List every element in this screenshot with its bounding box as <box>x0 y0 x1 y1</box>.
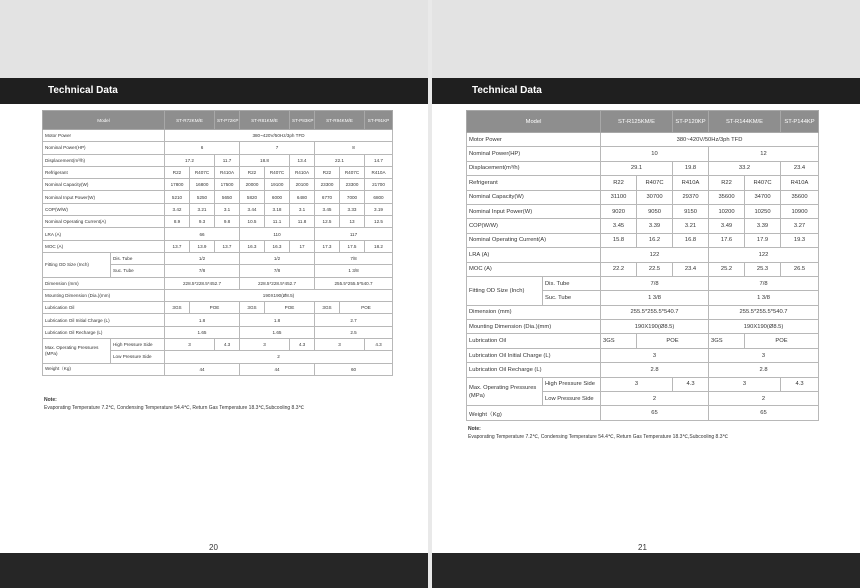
row-label: Nominal Power(HP) <box>43 142 165 154</box>
header-model: Model <box>467 111 601 133</box>
cell: 3.49 <box>709 219 745 233</box>
table-row <box>467 363 819 377</box>
cell: 16800 <box>190 179 215 191</box>
table-row <box>467 233 819 247</box>
cell: 380~420V/50Hz/3ph TFD <box>601 133 819 147</box>
table-row <box>43 142 393 154</box>
table-row <box>43 166 393 178</box>
cell: 11.8 <box>290 216 315 228</box>
sub-label: Dis. Tube <box>543 276 601 290</box>
cell: 17.3 <box>315 240 340 252</box>
cell: 6770 <box>315 191 340 203</box>
row-label: Displacement(m³/h) <box>467 161 601 175</box>
cell: 3 <box>165 339 215 351</box>
header-model: Model <box>43 111 165 130</box>
page-left <box>0 0 428 588</box>
table-row <box>467 147 819 161</box>
table-row <box>43 216 393 228</box>
cell: R407C <box>190 166 215 178</box>
cell: 2.8 <box>601 363 709 377</box>
cell: R407C <box>637 176 673 190</box>
cell: R22 <box>709 176 745 190</box>
note-text: Evaporating Temperature 7.2℃, Condensing Temperature 54.4℃, Return Gas Temperature 18.3℃,Subcooling 8.3℃ <box>44 404 305 411</box>
title-bar <box>432 78 860 104</box>
cell: 3.39 <box>637 219 673 233</box>
cell: R410A <box>215 166 240 178</box>
cell: 380~420V/50Hz/3ph TFD <box>165 130 393 142</box>
cell: 117 <box>315 228 393 240</box>
row-label: Dimension (mm) <box>43 277 165 289</box>
cell: 6480 <box>290 191 315 203</box>
row-label: Motor Power <box>467 133 601 147</box>
table-row <box>467 348 819 362</box>
cell: R22 <box>601 176 637 190</box>
note <box>468 426 728 441</box>
cell: 44 <box>240 363 315 375</box>
cell: 16.3 <box>240 240 265 252</box>
cell: 19.3 <box>781 233 819 247</box>
cell: 17.5 <box>340 240 365 252</box>
row-label: Nominal Operating Current(A) <box>467 233 601 247</box>
table-row <box>43 277 393 289</box>
page-number: 21 <box>638 543 647 552</box>
table-row <box>467 406 819 420</box>
table-row <box>43 252 393 264</box>
row-label: Max. Operating Pressures (MPa) <box>467 377 543 406</box>
table-row <box>467 276 819 290</box>
page-header-band <box>0 0 428 78</box>
cell: 3GS <box>315 302 340 314</box>
cell: 5820 <box>240 191 265 203</box>
table-row <box>43 289 393 301</box>
cell: 3GS <box>601 334 637 348</box>
cell: R407C <box>745 176 781 190</box>
row-label: MOC (A) <box>467 262 601 276</box>
table-row <box>43 339 393 351</box>
cell: 8.9 <box>165 216 190 228</box>
cell: 60 <box>315 363 393 375</box>
cell: 2.8 <box>709 363 819 377</box>
header-model-name: ST-R94KM/E <box>315 111 365 130</box>
table-row <box>43 130 393 142</box>
note-title: Note: <box>44 397 57 403</box>
cell: 25.3 <box>745 262 781 276</box>
cell: 6 <box>165 142 240 154</box>
cell: 3.42 <box>165 203 190 215</box>
cell: 20100 <box>290 179 315 191</box>
row-label: Nominal Capacity(W) <box>467 190 601 204</box>
row-label: Lubrication Oil Recharge (L) <box>43 326 165 338</box>
sub-label: High Pressure Side <box>543 377 601 391</box>
cell: 13.9 <box>190 240 215 252</box>
cell: 65 <box>709 406 819 420</box>
row-label: MOC (A) <box>43 240 165 252</box>
cell: 13.7 <box>215 240 240 252</box>
cell: 22.2 <box>601 262 637 276</box>
table-row <box>467 334 819 348</box>
header-model-name: ST-R81KM/E <box>240 111 290 130</box>
title-bar <box>0 78 428 104</box>
cell: 33.2 <box>709 161 781 175</box>
cell: 1.65 <box>240 326 315 338</box>
row-label: Fitting OD Size (Inch) <box>467 276 543 305</box>
header-model-name: ST-P72KP <box>215 111 240 130</box>
table-row <box>467 133 819 147</box>
page-title: Technical Data <box>472 85 542 96</box>
cell: 2 <box>601 392 709 406</box>
table-row <box>43 203 393 215</box>
cell: 29.1 <box>601 161 673 175</box>
row-label: LRA (A) <box>467 248 601 262</box>
cell: 7 <box>240 142 315 154</box>
cell: 9.3 <box>190 216 215 228</box>
cell: 4.3 <box>215 339 240 351</box>
cell: 16.3 <box>265 240 290 252</box>
cell: 18.8 <box>240 154 290 166</box>
cell: POE <box>745 334 819 348</box>
header-model-name: ST-P144KP <box>781 111 819 133</box>
page-right <box>432 0 860 588</box>
page-header-band <box>432 0 860 78</box>
cell: R410A <box>365 166 393 178</box>
table-row <box>43 314 393 326</box>
cell: 228.5*228.5*452.7 <box>165 277 240 289</box>
cell: 2.5 <box>315 326 393 338</box>
row-label: LRA (A) <box>43 228 165 240</box>
cell: 3 <box>709 377 781 391</box>
cell: 4.3 <box>365 339 393 351</box>
sub-label: Low Pressure Side <box>543 392 601 406</box>
cell: 35600 <box>709 190 745 204</box>
page-footer-band <box>432 553 860 588</box>
cell: 3.1 <box>215 203 240 215</box>
row-label: Nominal Operating Current(A) <box>43 216 165 228</box>
cell: 3.1 <box>290 203 315 215</box>
cell: 19.8 <box>673 161 709 175</box>
cell: 5210 <box>165 191 190 203</box>
cell: 3.39 <box>745 219 781 233</box>
table-row <box>43 302 393 314</box>
cell: 22.1 <box>315 154 365 166</box>
cell: 3GS <box>240 302 265 314</box>
page-footer-band <box>0 553 428 588</box>
table-header-row <box>467 111 819 133</box>
cell: 7/8 <box>315 252 393 264</box>
cell: 17800 <box>165 179 190 191</box>
table-row <box>43 228 393 240</box>
cell: 9150 <box>673 204 709 218</box>
cell: 5250 <box>190 191 215 203</box>
cell: R410A <box>673 176 709 190</box>
row-label: Weight（Kg) <box>467 406 601 420</box>
cell: 22.5 <box>637 262 673 276</box>
row-label: Displacement(m³/h) <box>43 154 165 166</box>
row-label: Lubrication Oil Initial Charge (L) <box>467 348 601 362</box>
row-label: Mounting Dimension (Dia.)(mm) <box>43 289 165 301</box>
row-label: Lubrication Oil <box>467 334 601 348</box>
sub-label: Dis. Tube <box>111 252 165 264</box>
cell: 3GS <box>165 302 190 314</box>
cell: 16.8 <box>673 233 709 247</box>
cell: 7/8 <box>165 265 240 277</box>
row-label: Mounting Dimension (Dia.)(mm) <box>467 320 601 334</box>
cell: 34700 <box>745 190 781 204</box>
cell: 10.5 <box>240 216 265 228</box>
cell: 2.7 <box>315 314 393 326</box>
header-model-name: ST-R125KM/E <box>601 111 673 133</box>
cell: 228.5*228.5*452.7 <box>240 277 315 289</box>
cell: R22 <box>165 166 190 178</box>
page-number: 20 <box>209 543 218 552</box>
cell: 11.1 <box>265 216 290 228</box>
sub-label: High Pressure Side <box>111 339 165 351</box>
cell: 18.2 <box>365 240 393 252</box>
cell: 3.21 <box>673 219 709 233</box>
cell: 255.5*255.5*540.7 <box>601 305 709 319</box>
cell: POE <box>190 302 240 314</box>
cell: 12.5 <box>365 216 393 228</box>
cell: 17 <box>290 240 315 252</box>
cell: 3.21 <box>190 203 215 215</box>
table-row <box>467 305 819 319</box>
cell: R22 <box>315 166 340 178</box>
row-label: Lubrication Oil Initial Charge (L) <box>43 314 165 326</box>
cell: 4.3 <box>290 339 315 351</box>
cell: 23.4 <box>673 262 709 276</box>
cell: 10250 <box>745 204 781 218</box>
cell: 3.19 <box>365 203 393 215</box>
cell: 1 3/8 <box>315 265 393 277</box>
cell: 1 3/8 <box>709 291 819 305</box>
cell: 13.4 <box>290 154 315 166</box>
row-label: Max. Operating Pressures (MPa) <box>43 339 111 364</box>
cell: 10900 <box>781 204 819 218</box>
header-model-name: ST-P120KP <box>673 111 709 133</box>
header-model-name: ST-P91KP <box>365 111 393 130</box>
row-label: Nominal Power(HP) <box>467 147 601 161</box>
cell: 7/8 <box>240 265 315 277</box>
cell: 17.2 <box>165 154 215 166</box>
cell: 12.5 <box>315 216 340 228</box>
cell: 110 <box>240 228 315 240</box>
note-title: Note: <box>468 426 481 432</box>
cell: 31100 <box>601 190 637 204</box>
technical-data-table <box>42 110 393 376</box>
cell: POE <box>265 302 315 314</box>
table-row <box>467 176 819 190</box>
cell: 13.7 <box>165 240 190 252</box>
note <box>44 397 304 412</box>
cell: 9020 <box>601 204 637 218</box>
cell: 14.7 <box>365 154 393 166</box>
cell: 3 <box>601 377 673 391</box>
cell: 3.27 <box>781 219 819 233</box>
cell: 21700 <box>365 179 393 191</box>
table-row <box>467 377 819 391</box>
cell: 6000 <box>265 191 290 203</box>
cell: R407C <box>340 166 365 178</box>
cell: 11.7 <box>215 154 240 166</box>
cell: 3.44 <box>240 203 265 215</box>
cell: 44 <box>165 363 240 375</box>
row-label: Lubrication Oil Recharge (L) <box>467 363 601 377</box>
cell: 190X190(Ø8.5) <box>601 320 709 334</box>
cell: 1.8 <box>165 314 240 326</box>
cell: 3 <box>240 339 290 351</box>
cell: 15.8 <box>601 233 637 247</box>
cell: R22 <box>240 166 265 178</box>
cell: 23300 <box>315 179 340 191</box>
cell: 3.45 <box>601 219 637 233</box>
cell: 10200 <box>709 204 745 218</box>
table-row <box>467 320 819 334</box>
cell: 3.45 <box>315 203 340 215</box>
table-row <box>467 161 819 175</box>
cell: 3.18 <box>265 203 290 215</box>
table-row <box>467 219 819 233</box>
header-model-name: ST-P83KP <box>290 111 315 130</box>
sub-label: Suc. Tube <box>543 291 601 305</box>
row-label: Fitting OD Size (Inch) <box>43 252 111 277</box>
cell: 66 <box>165 228 240 240</box>
cell: 255.5*255.5*540.7 <box>315 277 393 289</box>
cell: 8 <box>315 142 393 154</box>
cell: POE <box>340 302 393 314</box>
cell: 190X190(Ø8.5) <box>709 320 819 334</box>
table-row <box>467 204 819 218</box>
cell: 1/2 <box>240 252 315 264</box>
cell: 1 3/8 <box>601 291 709 305</box>
table-row <box>43 154 393 166</box>
cell: 20000 <box>240 179 265 191</box>
cell: 7/8 <box>709 276 819 290</box>
cell: 1/2 <box>165 252 240 264</box>
cell: 5650 <box>215 191 240 203</box>
cell: 19100 <box>265 179 290 191</box>
table-row <box>467 190 819 204</box>
row-label: Nominal Input Power(W) <box>43 191 165 203</box>
row-label: COP(W/W) <box>43 203 165 215</box>
cell: R410A <box>781 176 819 190</box>
cell: 122 <box>709 248 819 262</box>
cell: 23.4 <box>781 161 819 175</box>
table-row <box>43 240 393 252</box>
table-row <box>467 262 819 276</box>
cell: 30700 <box>637 190 673 204</box>
cell: 26.5 <box>781 262 819 276</box>
cell: 4.3 <box>673 377 709 391</box>
table-row <box>43 179 393 191</box>
cell: 17.9 <box>745 233 781 247</box>
header-model-name: ST-R72KM/E <box>165 111 215 130</box>
row-label: Nominal Input Power(W) <box>467 204 601 218</box>
row-label: Lubrication Oil <box>43 302 165 314</box>
cell: 65 <box>601 406 709 420</box>
table-header-row <box>43 111 393 130</box>
cell: 17.6 <box>709 233 745 247</box>
cell: 10 <box>601 147 709 161</box>
row-label: Refrigerant <box>467 176 601 190</box>
cell: 29370 <box>673 190 709 204</box>
cell: 3 <box>315 339 365 351</box>
cell: 1.65 <box>165 326 240 338</box>
cell: 23300 <box>340 179 365 191</box>
cell: 2 <box>165 351 393 363</box>
cell: 12 <box>709 147 819 161</box>
row-label: Nominal Capacity(W) <box>43 179 165 191</box>
cell: 9.8 <box>215 216 240 228</box>
cell: 13 <box>340 216 365 228</box>
row-label: Dimension (mm) <box>467 305 601 319</box>
table-row <box>43 363 393 375</box>
cell: R410A <box>290 166 315 178</box>
table-row <box>43 326 393 338</box>
cell: 2 <box>709 392 819 406</box>
cell: 25.2 <box>709 262 745 276</box>
row-label: Refrigerant <box>43 166 165 178</box>
sub-label: Low Pressure Side <box>111 351 165 363</box>
cell: POE <box>637 334 709 348</box>
cell: 190X190(Ø8.5) <box>165 289 393 301</box>
cell: 255.5*255.5*540.7 <box>709 305 819 319</box>
sub-label: Suc. Tube <box>111 265 165 277</box>
row-label: Weight（Kg) <box>43 363 165 375</box>
page-title: Technical Data <box>48 85 118 96</box>
cell: 9050 <box>637 204 673 218</box>
cell: 6800 <box>365 191 393 203</box>
table-row <box>467 248 819 262</box>
cell: 7000 <box>340 191 365 203</box>
cell: 122 <box>601 248 709 262</box>
cell: 16.2 <box>637 233 673 247</box>
cell: R407C <box>265 166 290 178</box>
technical-data-table <box>466 110 819 421</box>
cell: 3 <box>709 348 819 362</box>
note-text: Evaporating Temperature 7.2℃, Condensing Temperature 54.4℃, Return Gas Temperature 18.3℃,Subcooling 8.3℃ <box>468 433 729 440</box>
cell: 7/8 <box>601 276 709 290</box>
cell: 4.3 <box>781 377 819 391</box>
cell: 3 <box>601 348 709 362</box>
cell: 3.33 <box>340 203 365 215</box>
cell: 3GS <box>709 334 745 348</box>
row-label: Motor Power <box>43 130 165 142</box>
cell: 1.8 <box>240 314 315 326</box>
row-label: COP(W/W) <box>467 219 601 233</box>
cell: 35600 <box>781 190 819 204</box>
cell: 17500 <box>215 179 240 191</box>
table-row <box>43 191 393 203</box>
header-model-name: ST-R144KM/E <box>709 111 781 133</box>
